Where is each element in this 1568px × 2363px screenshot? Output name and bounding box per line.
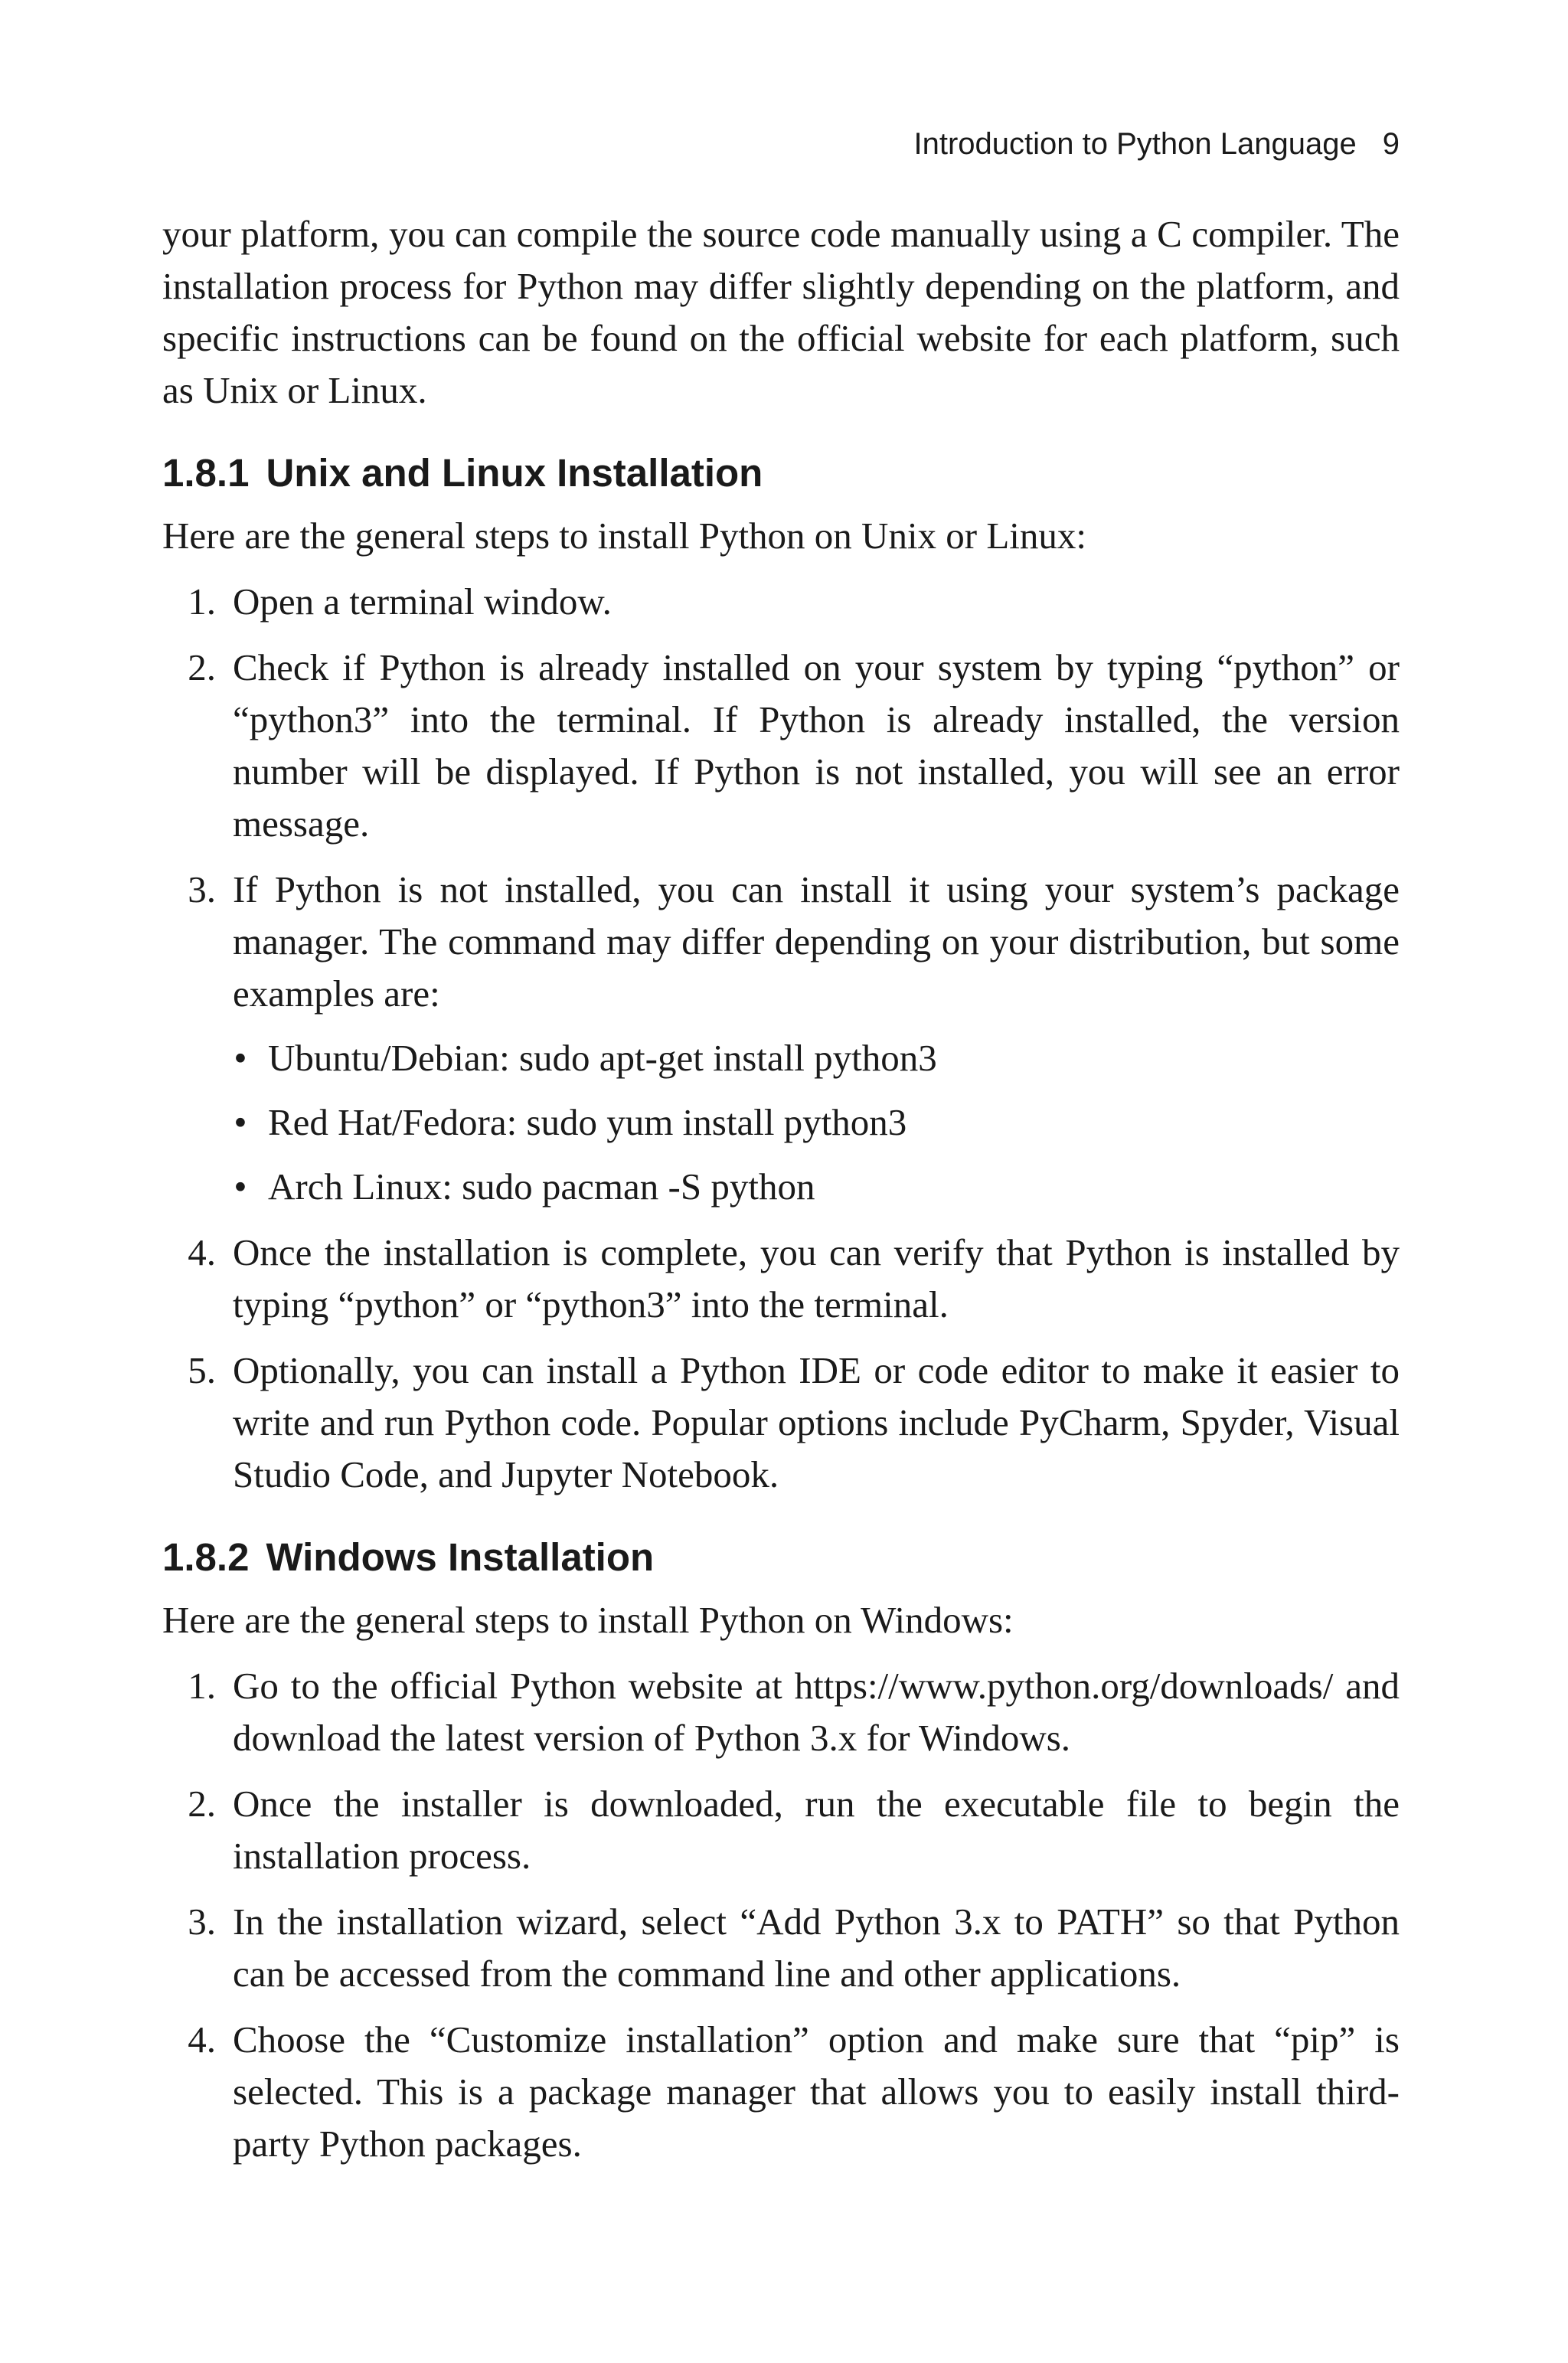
list-item xyxy=(162,576,1400,628)
list-item xyxy=(162,1227,1400,1331)
body-text xyxy=(162,208,1400,2184)
section-number: 1.8.2 xyxy=(162,1535,250,1579)
bullet-text: Red Hat/Fedora: sudo yum install python3 xyxy=(268,1101,907,1143)
bullet-item xyxy=(233,1032,1400,1084)
list-item-text: Check if Python is already installed on your system by typing “python” or “python3” into the terminal. If Python is already installed, the version number will be displayed. If Python is not installed, you will see an error message. xyxy=(233,646,1400,845)
list-marker: 2. xyxy=(188,1783,216,1825)
list-item-text: Go to the official Python website at https://www.python.org/downloads/ and download the latest version of Python 3.x for Windows. xyxy=(233,1665,1400,1759)
section-title: Windows Installation xyxy=(266,1535,655,1579)
list-marker: 3. xyxy=(188,1901,216,1943)
list-marker: 3. xyxy=(188,868,216,910)
section-intro-unix: Here are the general steps to install Python on Unix or Linux: xyxy=(162,515,1087,557)
bullet-item xyxy=(233,1097,1400,1149)
section-number: 1.8.1 xyxy=(162,451,250,495)
unix-steps-list xyxy=(162,576,1400,1501)
list-marker: 4. xyxy=(188,1231,216,1273)
bullet-icon: • xyxy=(234,1101,247,1143)
list-marker: 2. xyxy=(188,646,216,688)
list-item xyxy=(162,1896,1400,2000)
section-intro-windows: Here are the general steps to install Python on Windows: xyxy=(162,1599,1014,1641)
list-item xyxy=(162,1660,1400,1764)
list-item xyxy=(162,642,1400,850)
list-item xyxy=(162,864,1400,1213)
bullet-text: Ubuntu/Debian: sudo apt-get install python3 xyxy=(268,1037,937,1079)
bullet-icon: • xyxy=(234,1037,247,1079)
list-item-text: In the installation wizard, select “Add Python 3.x to PATH” so that Python can be accessed from the command line and other applications. xyxy=(233,1901,1400,1995)
list-item-text: Open a terminal window. xyxy=(233,580,612,623)
list-item xyxy=(162,1778,1400,1882)
section-heading-windows xyxy=(162,1531,1400,1584)
list-item-text: Optionally, you can install a Python IDE or code editor to make it easier to write and run Python code. Popular options include PyCharm, Spyder, Visual Studio Code, and Jupyter Notebook. xyxy=(233,1349,1400,1495)
list-item xyxy=(162,2014,1400,2170)
list-item-text: Once the installer is downloaded, run the executable file to begin the installation process. xyxy=(233,1783,1400,1877)
list-marker: 1. xyxy=(188,1665,216,1707)
section-heading-unix xyxy=(162,447,1400,499)
running-title: Introduction to Python Language xyxy=(913,127,1357,161)
page-number: 9 xyxy=(1382,127,1400,161)
bullet-text: Arch Linux: sudo pacman -S python xyxy=(268,1165,815,1208)
bullet-icon: • xyxy=(234,1165,247,1208)
bullet-item xyxy=(233,1161,1400,1213)
list-marker: 4. xyxy=(188,2018,216,2061)
section-title: Unix and Linux Installation xyxy=(266,451,763,495)
book-page xyxy=(162,0,1400,2363)
list-marker: 5. xyxy=(188,1349,216,1391)
list-item xyxy=(162,1345,1400,1501)
list-item-text: If Python is not installed, you can install it using your system’s package manager. The command may differ depending on your distribution, but some examples are: xyxy=(233,868,1400,1015)
opening-paragraph: your platform, you can compile the source code manually using a C compiler. The installation process for Python may differ slightly depending on the platform, and specific instructions can be found on the official website for each platform, such as Unix or Linux. xyxy=(162,213,1400,411)
list-item-text: Choose the “Customize installation” option and make sure that “pip” is selected. This is a package manager that allows you to easily install third-party Python packages. xyxy=(233,2018,1400,2165)
running-header xyxy=(914,124,1400,164)
windows-steps-list xyxy=(162,1660,1400,2170)
package-examples-list xyxy=(233,1032,1400,1213)
list-item-text: Once the installation is complete, you can verify that Python is installed by typing “python” or “python3” into the terminal. xyxy=(233,1231,1400,1325)
list-marker: 1. xyxy=(188,580,216,623)
